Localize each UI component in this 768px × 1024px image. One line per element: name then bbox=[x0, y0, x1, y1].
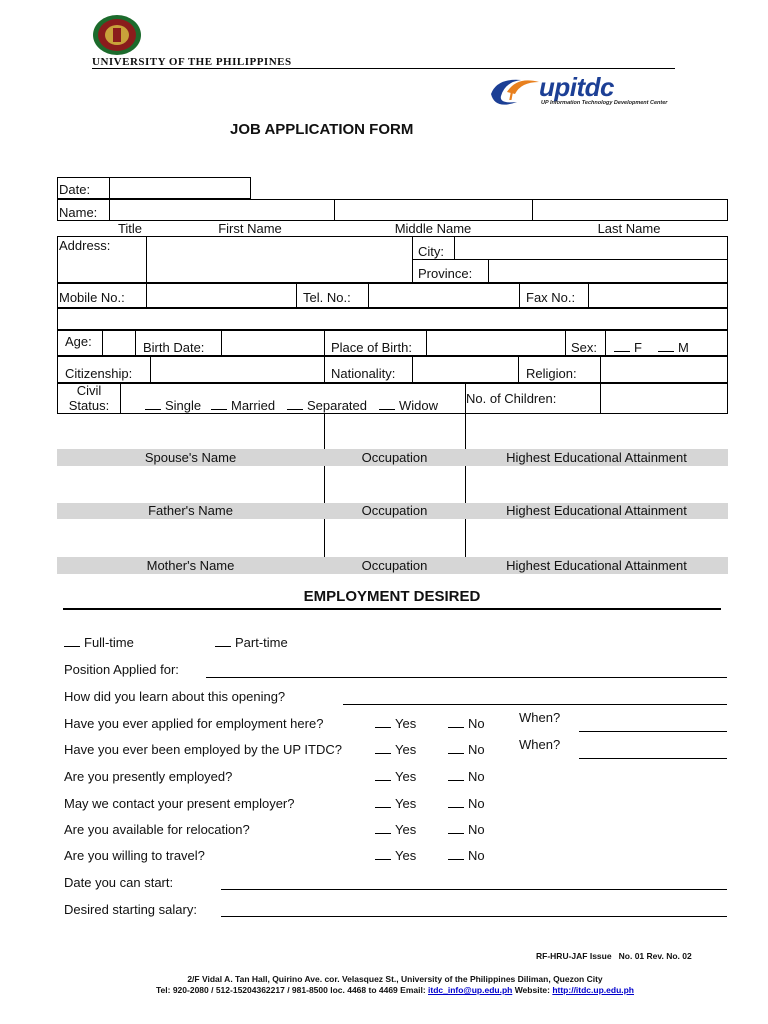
father-education-input[interactable] bbox=[466, 466, 728, 503]
footer-website-link[interactable]: http://itdc.up.edu.ph bbox=[552, 985, 635, 995]
divider bbox=[605, 330, 606, 356]
svg-text:i: i bbox=[509, 87, 514, 104]
civil-single-label: Single bbox=[165, 398, 202, 413]
tel-input[interactable] bbox=[369, 284, 519, 307]
citizenship-input[interactable] bbox=[151, 357, 324, 382]
yes-label: Yes bbox=[395, 769, 417, 784]
footer-contact bbox=[0, 985, 768, 995]
divider bbox=[518, 356, 519, 383]
travel-yes-option[interactable] bbox=[375, 848, 416, 863]
middle-name-input[interactable] bbox=[335, 200, 532, 220]
blank-line bbox=[448, 717, 464, 728]
full-time-option[interactable] bbox=[64, 635, 134, 650]
name-sub-title: Title bbox=[117, 221, 143, 236]
divider bbox=[324, 356, 325, 383]
civil-married-option[interactable] bbox=[211, 398, 275, 413]
blank-line bbox=[375, 849, 391, 860]
religion-label: Religion: bbox=[526, 366, 577, 381]
civil-single-option[interactable] bbox=[145, 398, 201, 413]
learn-label: How did you learn about this opening? bbox=[64, 689, 286, 704]
salary-label: Desired starting salary: bbox=[64, 902, 197, 917]
blank-line bbox=[448, 849, 464, 860]
sex-female-option[interactable] bbox=[614, 340, 642, 355]
blank-line bbox=[287, 399, 303, 410]
fax-label: Fax No.: bbox=[526, 290, 576, 305]
employed-itdc-yes-option[interactable] bbox=[375, 742, 416, 757]
header-rule bbox=[92, 68, 675, 69]
upitdc-logo bbox=[487, 70, 687, 112]
sex-label: Sex: bbox=[571, 340, 598, 355]
date-input[interactable] bbox=[110, 178, 250, 198]
employed-itdc-when-input[interactable] bbox=[579, 758, 727, 759]
question-employed-itdc: Have you ever been employed by the UP ITDC? bbox=[64, 742, 342, 757]
sex-female-label: F bbox=[634, 340, 642, 355]
employed-itdc-no-option[interactable] bbox=[448, 742, 485, 757]
mother-occupation-label: Occupation bbox=[361, 558, 428, 573]
civil-separated-label: Separated bbox=[307, 398, 367, 413]
no-label: No bbox=[468, 848, 485, 863]
question-travel: Are you willing to travel? bbox=[64, 848, 205, 863]
name-label: Name: bbox=[59, 205, 98, 220]
city-input[interactable] bbox=[455, 237, 727, 259]
address-input[interactable] bbox=[147, 237, 412, 282]
civil-widow-label: Widow bbox=[399, 398, 439, 413]
part-time-label: Part-time bbox=[235, 635, 288, 650]
applied-when-input[interactable] bbox=[579, 731, 727, 732]
civil-separated-option[interactable] bbox=[287, 398, 367, 413]
footer-website-label: Website: bbox=[512, 985, 553, 995]
yes-label: Yes bbox=[395, 742, 417, 757]
travel-no-option[interactable] bbox=[448, 848, 485, 863]
presently-employed-no-option[interactable] bbox=[448, 769, 485, 784]
spouse-name-label: Spouse's Name bbox=[144, 450, 237, 465]
birth-date-label: Birth Date: bbox=[143, 340, 205, 355]
footer-address: 2/F Vidal A. Tan Hall, Quirino Ave. cor. Velasquez St., University of the Philippines Diliman, Quezon City bbox=[187, 974, 603, 984]
mother-education-label: Highest Educational Attainment bbox=[506, 558, 687, 573]
form-code: RF-HRU-JAF Issue No. 01 Rev. No. 02 bbox=[536, 951, 692, 961]
spouse-name-input[interactable] bbox=[57, 414, 324, 449]
sex-male-option[interactable] bbox=[658, 340, 689, 355]
blank-line bbox=[448, 743, 464, 754]
father-name-label: Father's Name bbox=[148, 503, 233, 518]
tel-label: Tel. No.: bbox=[303, 290, 351, 305]
contact-employer-no-option[interactable] bbox=[448, 796, 485, 811]
divider bbox=[296, 283, 297, 308]
civil-label: Civil bbox=[76, 383, 102, 398]
blank-line bbox=[614, 341, 630, 352]
upitdc-logo-text: upitdc bbox=[539, 72, 614, 102]
relocation-no-option[interactable] bbox=[448, 822, 485, 837]
upitdc-swoosh-icon bbox=[487, 72, 547, 112]
contact-employer-yes-option[interactable] bbox=[375, 796, 416, 811]
blank-line bbox=[375, 823, 391, 834]
father-occupation-label: Occupation bbox=[361, 503, 428, 518]
mother-name-label: Mother's Name bbox=[146, 558, 235, 573]
question-applied: Have you ever applied for employment here? bbox=[64, 716, 324, 731]
father-education-label: Highest Educational Attainment bbox=[506, 503, 687, 518]
relocation-yes-option[interactable] bbox=[375, 822, 416, 837]
blank-line bbox=[448, 797, 464, 808]
applied-yes-option[interactable] bbox=[375, 716, 416, 731]
status-label: Status: bbox=[68, 398, 110, 413]
nationality-label: Nationality: bbox=[331, 366, 396, 381]
part-time-option[interactable] bbox=[215, 635, 288, 650]
nationality-input[interactable] bbox=[413, 357, 518, 382]
father-occupation-input[interactable] bbox=[325, 466, 465, 503]
start-date-label: Date you can start: bbox=[64, 875, 174, 890]
province-input[interactable] bbox=[489, 260, 727, 282]
footer-contact-prefix: Tel: 920-2080 / 512-15204362217 / 981-8500 loc. 4468 to 4469 Email: bbox=[155, 985, 429, 995]
mobile-label: Mobile No.: bbox=[59, 290, 125, 305]
blank-line bbox=[448, 770, 464, 781]
blank-line bbox=[375, 770, 391, 781]
religion-input[interactable] bbox=[601, 357, 727, 382]
divider bbox=[120, 383, 121, 414]
place-of-birth-input[interactable] bbox=[427, 331, 565, 355]
city-label: City: bbox=[418, 244, 444, 259]
date-label: Date: bbox=[59, 182, 91, 197]
learn-input[interactable] bbox=[343, 704, 727, 705]
name-sub-first: First Name bbox=[218, 221, 282, 236]
question-presently-employed: Are you presently employed? bbox=[64, 769, 233, 784]
no-label: No bbox=[468, 822, 485, 837]
university-name: UNIVERSITY OF THE PHILIPPINES bbox=[92, 56, 292, 68]
question-relocation: Are you available for relocation? bbox=[64, 822, 250, 837]
divider bbox=[519, 283, 520, 308]
presently-employed-yes-option[interactable] bbox=[375, 769, 416, 784]
mobile-input[interactable] bbox=[147, 284, 296, 307]
form-title: JOB APPLICATION FORM bbox=[230, 121, 414, 138]
no-label: No bbox=[468, 716, 485, 731]
position-label: Position Applied for: bbox=[64, 662, 179, 677]
header bbox=[0, 0, 768, 115]
fax-input[interactable] bbox=[589, 284, 727, 307]
father-name-input[interactable] bbox=[57, 466, 324, 503]
no-label: No bbox=[468, 742, 485, 757]
university-seal-icon bbox=[92, 14, 142, 56]
blank-line bbox=[211, 399, 227, 410]
divider bbox=[135, 330, 136, 356]
footer-email-link[interactable]: itdc_info@up.edu.ph bbox=[428, 985, 513, 995]
civil-married-label: Married bbox=[231, 398, 276, 413]
mother-name-input[interactable] bbox=[57, 519, 324, 557]
blank-line bbox=[375, 717, 391, 728]
mother-education-input[interactable] bbox=[466, 519, 728, 557]
yes-label: Yes bbox=[395, 716, 417, 731]
blank-line bbox=[215, 636, 231, 647]
citizenship-label: Citizenship: bbox=[65, 366, 133, 381]
employment-heading: EMPLOYMENT DESIRED bbox=[303, 588, 481, 605]
spouse-education-input[interactable] bbox=[466, 414, 728, 449]
applied-when-label: When? bbox=[519, 710, 561, 725]
divider bbox=[565, 330, 566, 356]
blank-line bbox=[448, 823, 464, 834]
birth-date-input[interactable] bbox=[222, 331, 324, 355]
full-time-label: Full-time bbox=[84, 635, 134, 650]
no-label: No bbox=[468, 769, 485, 784]
blank-line bbox=[379, 399, 395, 410]
spouse-occupation-label: Occupation bbox=[361, 450, 428, 465]
sex-male-label: M bbox=[678, 340, 689, 355]
last-name-input[interactable] bbox=[533, 200, 727, 220]
no-label: No bbox=[468, 796, 485, 811]
yes-label: Yes bbox=[395, 848, 417, 863]
blank-line bbox=[145, 399, 161, 410]
province-label: Province: bbox=[418, 266, 473, 281]
employed-itdc-when-label: When? bbox=[519, 737, 561, 752]
upitdc-tagline: UP Information Technology Development Center bbox=[541, 100, 668, 106]
start-date-input[interactable] bbox=[221, 889, 727, 890]
first-name-input[interactable] bbox=[110, 200, 334, 220]
address-label: Address: bbox=[59, 238, 111, 253]
position-input[interactable] bbox=[206, 677, 727, 678]
employment-heading-rule bbox=[63, 608, 721, 610]
spouse-occupation-input[interactable] bbox=[325, 414, 465, 449]
yes-label: Yes bbox=[395, 822, 417, 837]
children-input[interactable] bbox=[601, 384, 727, 413]
yes-label: Yes bbox=[395, 796, 417, 811]
question-contact-employer: May we contact your present employer? bbox=[64, 796, 295, 811]
age-label: Age: bbox=[65, 334, 92, 349]
blank-row bbox=[57, 308, 728, 330]
age-input[interactable] bbox=[103, 331, 135, 355]
name-sub-middle: Middle Name bbox=[394, 221, 472, 236]
salary-input[interactable] bbox=[221, 916, 727, 917]
divider bbox=[324, 330, 325, 356]
place-of-birth-label: Place of Birth: bbox=[331, 340, 412, 355]
spouse-education-label: Highest Educational Attainment bbox=[506, 450, 687, 465]
mother-occupation-input[interactable] bbox=[325, 519, 465, 557]
applied-no-option[interactable] bbox=[448, 716, 485, 731]
civil-widow-option[interactable] bbox=[379, 398, 438, 413]
blank-line bbox=[64, 636, 80, 647]
blank-line bbox=[658, 341, 674, 352]
children-label: No. of Children: bbox=[466, 391, 557, 406]
blank-line bbox=[375, 743, 391, 754]
blank-line bbox=[375, 797, 391, 808]
name-sub-last: Last Name bbox=[597, 221, 661, 236]
